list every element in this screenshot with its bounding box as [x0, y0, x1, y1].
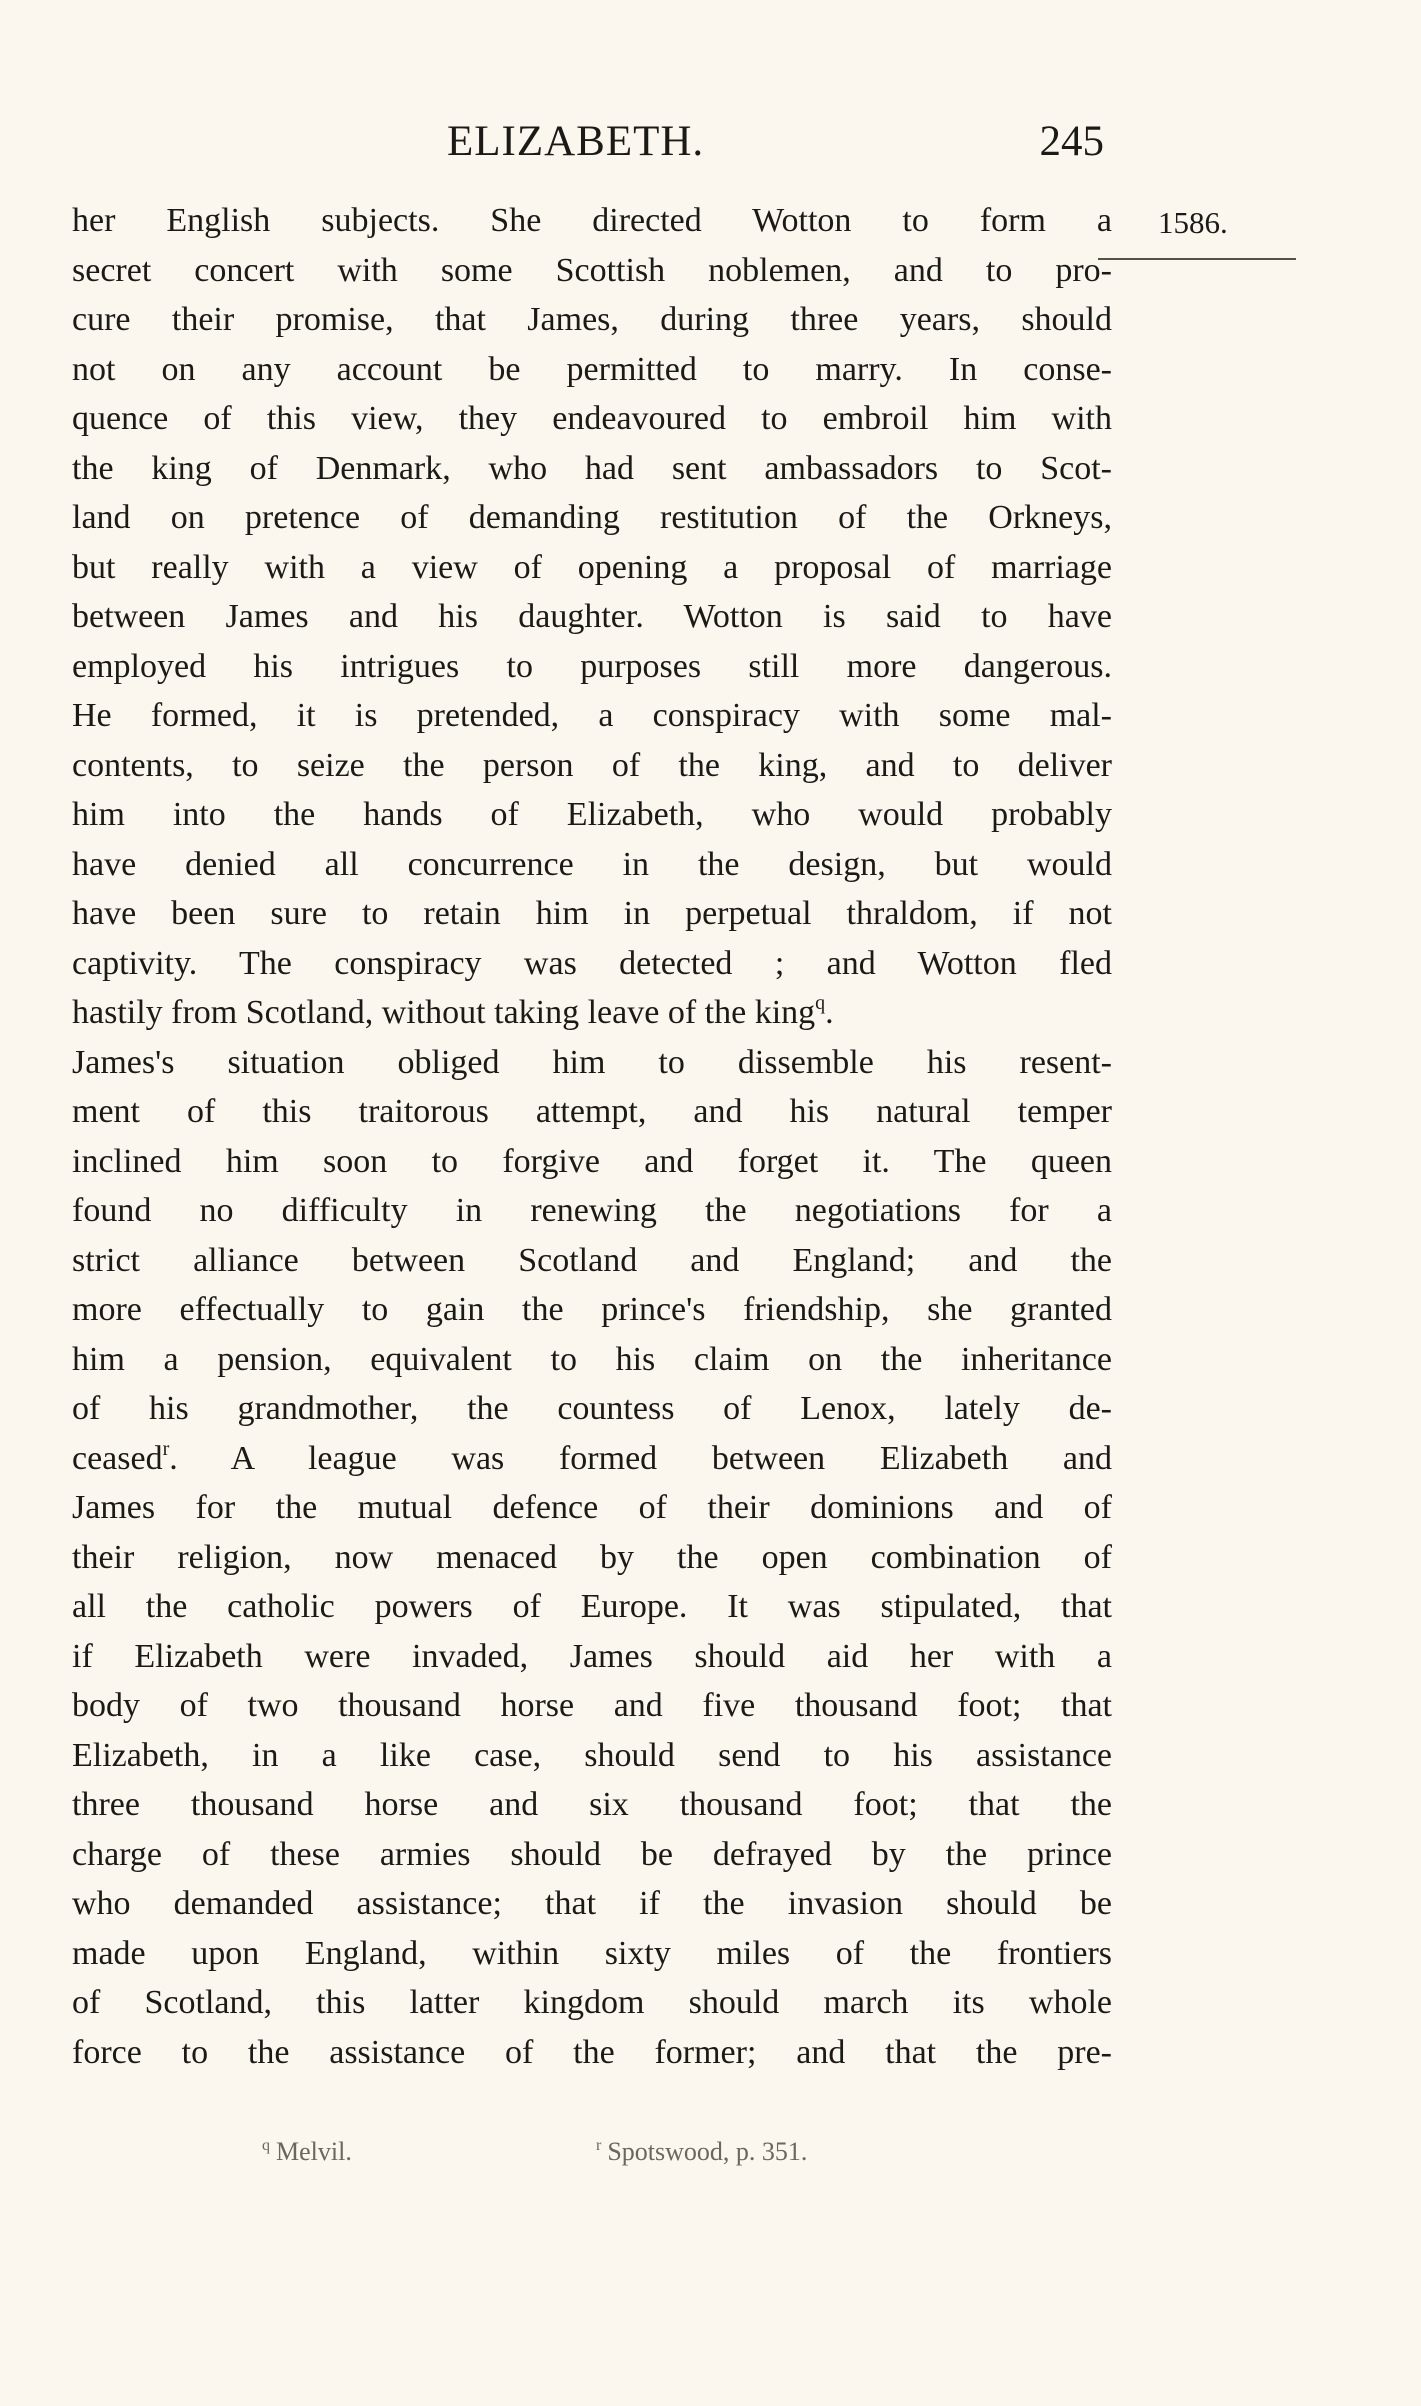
text-line: employed his intrigues to purposes still more dangerous.: [72, 647, 1112, 685]
text-line: inclined him soon to forgive and forget it. The queen: [72, 1142, 1112, 1180]
text-line: charge of these armies should be defrayed by the prince: [72, 1835, 1112, 1873]
text-fragment: hastily from Scotland, without taking leave of the king: [72, 994, 816, 1031]
text-line: not on any account be permitted to marry. In conse-: [72, 350, 1112, 388]
text-line-with-footnote-r: [72, 1434, 1112, 1484]
text-line: her English subjects. She directed Wotton to form a: [72, 202, 1112, 239]
text-line: body of two thousand horse and five thousand foot; that: [72, 1687, 1112, 1724]
running-head: [72, 112, 1112, 172]
text-fragment: ceased: [72, 1439, 163, 1477]
text-line: if Elizabeth were invaded, James should aid her with a: [72, 1637, 1112, 1675]
text-line: strict alliance between Scotland and England; and the: [72, 1241, 1112, 1279]
footnote-mark-r: r: [162, 1437, 170, 1460]
text-line: him a pension, equivalent to his claim on the inheritance: [72, 1340, 1112, 1378]
page-number: 245: [1039, 118, 1104, 165]
margin-year: 1586.: [1158, 205, 1228, 240]
text-line: ment of this traitorous attempt, and his natural temper: [72, 1093, 1112, 1130]
margin-rule: [1098, 258, 1296, 260]
text-line: land on pretence of demanding restitution of the Orkneys,: [72, 499, 1112, 536]
footnote-q: [262, 2132, 352, 2172]
text-line: him into the hands of Elizabeth, who would probably: [72, 796, 1112, 833]
text-line: three thousand horse and six thousand foot; that the: [72, 1786, 1112, 1823]
text-fragment: .: [825, 994, 834, 1031]
text-line: have denied all concurrence in the design, but would: [72, 845, 1112, 883]
text-line: of his grandmother, the countess of Lenox, lately de-: [72, 1390, 1112, 1427]
text-line: all the catholic powers of Europe. It was stipulated, that: [72, 1588, 1112, 1625]
paragraph-start-line: James's situation obliged him to dissemble his resent-: [72, 1043, 1112, 1081]
text-line: the king of Denmark, who had sent ambassadors to Scot-: [72, 449, 1112, 487]
text-fragment: . A league was formed between Elizabeth and: [169, 1439, 1112, 1477]
body-text: [72, 196, 1112, 2077]
footnote-r: [596, 2132, 807, 2172]
footnotes: [72, 2132, 1112, 2172]
text-line: quence of this view, they endeavoured to embroil him with: [72, 400, 1112, 437]
text-line: between James and his daughter. Wotton is said to have: [72, 598, 1112, 635]
text-line: but really with a view of opening a proposal of marriage: [72, 548, 1112, 586]
running-title: ELIZABETH.: [447, 118, 705, 165]
footnote-symbol-r: r: [596, 2137, 602, 2154]
footnote-mark-q: q: [815, 992, 826, 1014]
text-line: Elizabeth, in a like case, should send to his assistance: [72, 1736, 1112, 1774]
text-line: of Scotland, this latter kingdom should march its whole: [72, 1984, 1112, 2021]
text-line: He formed, it is pretended, a conspiracy with some mal-: [72, 697, 1112, 734]
text-line: made upon England, within sixty miles of the frontiers: [72, 1934, 1112, 1972]
text-line: force to the assistance of the former; and that the pre-: [72, 2033, 1112, 2071]
text-line: cure their promise, that James, during three years, should: [72, 301, 1112, 338]
footnote-text-q: Melvil.: [276, 2137, 352, 2166]
text-line: secret concert with some Scottish noblemen, and to pro-: [72, 251, 1112, 289]
text-line: found no difficulty in renewing the negotiations for a: [72, 1192, 1112, 1229]
text-line: more effectually to gain the prince's friendship, she granted: [72, 1291, 1112, 1328]
text-line: James for the mutual defence of their dominions and of: [72, 1489, 1112, 1526]
text-line: contents, to seize the person of the king, and to deliver: [72, 746, 1112, 784]
text-line: captivity. The conspiracy was detected ; and Wotton fled: [72, 944, 1112, 982]
text-line: who demanded assistance; that if the invasion should be: [72, 1885, 1112, 1922]
footnote-text-r: Spotswood, p. 351.: [607, 2137, 808, 2166]
text-line: have been sure to retain him in perpetual thraldom, if not: [72, 895, 1112, 932]
footnote-symbol-q: q: [262, 2137, 270, 2154]
text-line-with-footnote-q: [72, 988, 1112, 1038]
text-line: their religion, now menaced by the open combination of: [72, 1538, 1112, 1576]
